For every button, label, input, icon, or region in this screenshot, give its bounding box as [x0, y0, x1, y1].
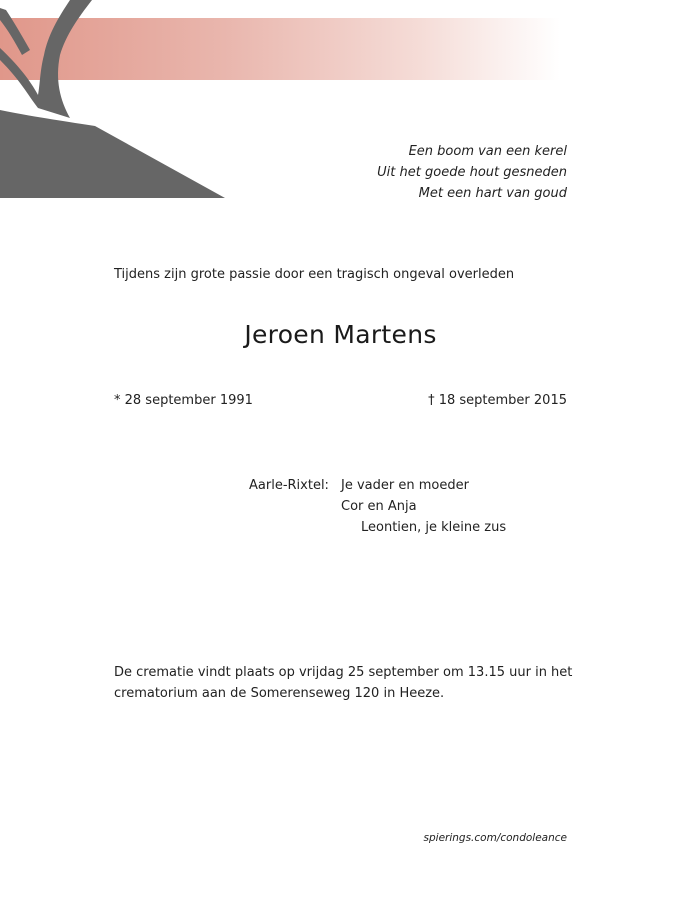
intro-text: Tijdens zijn grote passie door een tragisch ongeval overleden: [114, 267, 515, 282]
birth-date: * 28 september 1991: [114, 393, 253, 408]
poem: [377, 141, 567, 204]
family-place: Aarle-Rixtel:: [249, 478, 329, 493]
death-date: † 18 september 2015: [428, 393, 567, 408]
relative-line: Cor en Anja: [341, 499, 417, 514]
tree-illustration: [0, 0, 230, 200]
cremation-line: crematorium aan de Somerenseweg 120 in Heeze.: [114, 686, 445, 701]
cremation-notice: [114, 662, 574, 704]
poem-line: Uit het goede hout gesneden: [377, 165, 567, 180]
relatives-list: [341, 475, 506, 538]
poem-line: Een boom van een kerel: [408, 144, 567, 159]
condolence-link[interactable]: spierings.com/condoleance: [423, 832, 567, 844]
poem-line: Met een hart van goud: [418, 186, 567, 201]
cremation-line: De crematie vindt plaats op vrijdag 25 september om 13.15 uur in het: [114, 665, 573, 680]
deceased-name: Jeroen Martens: [244, 320, 437, 349]
relative-line: Leontien, je kleine zus: [361, 520, 507, 535]
relative-line: Je vader en moeder: [341, 478, 469, 493]
